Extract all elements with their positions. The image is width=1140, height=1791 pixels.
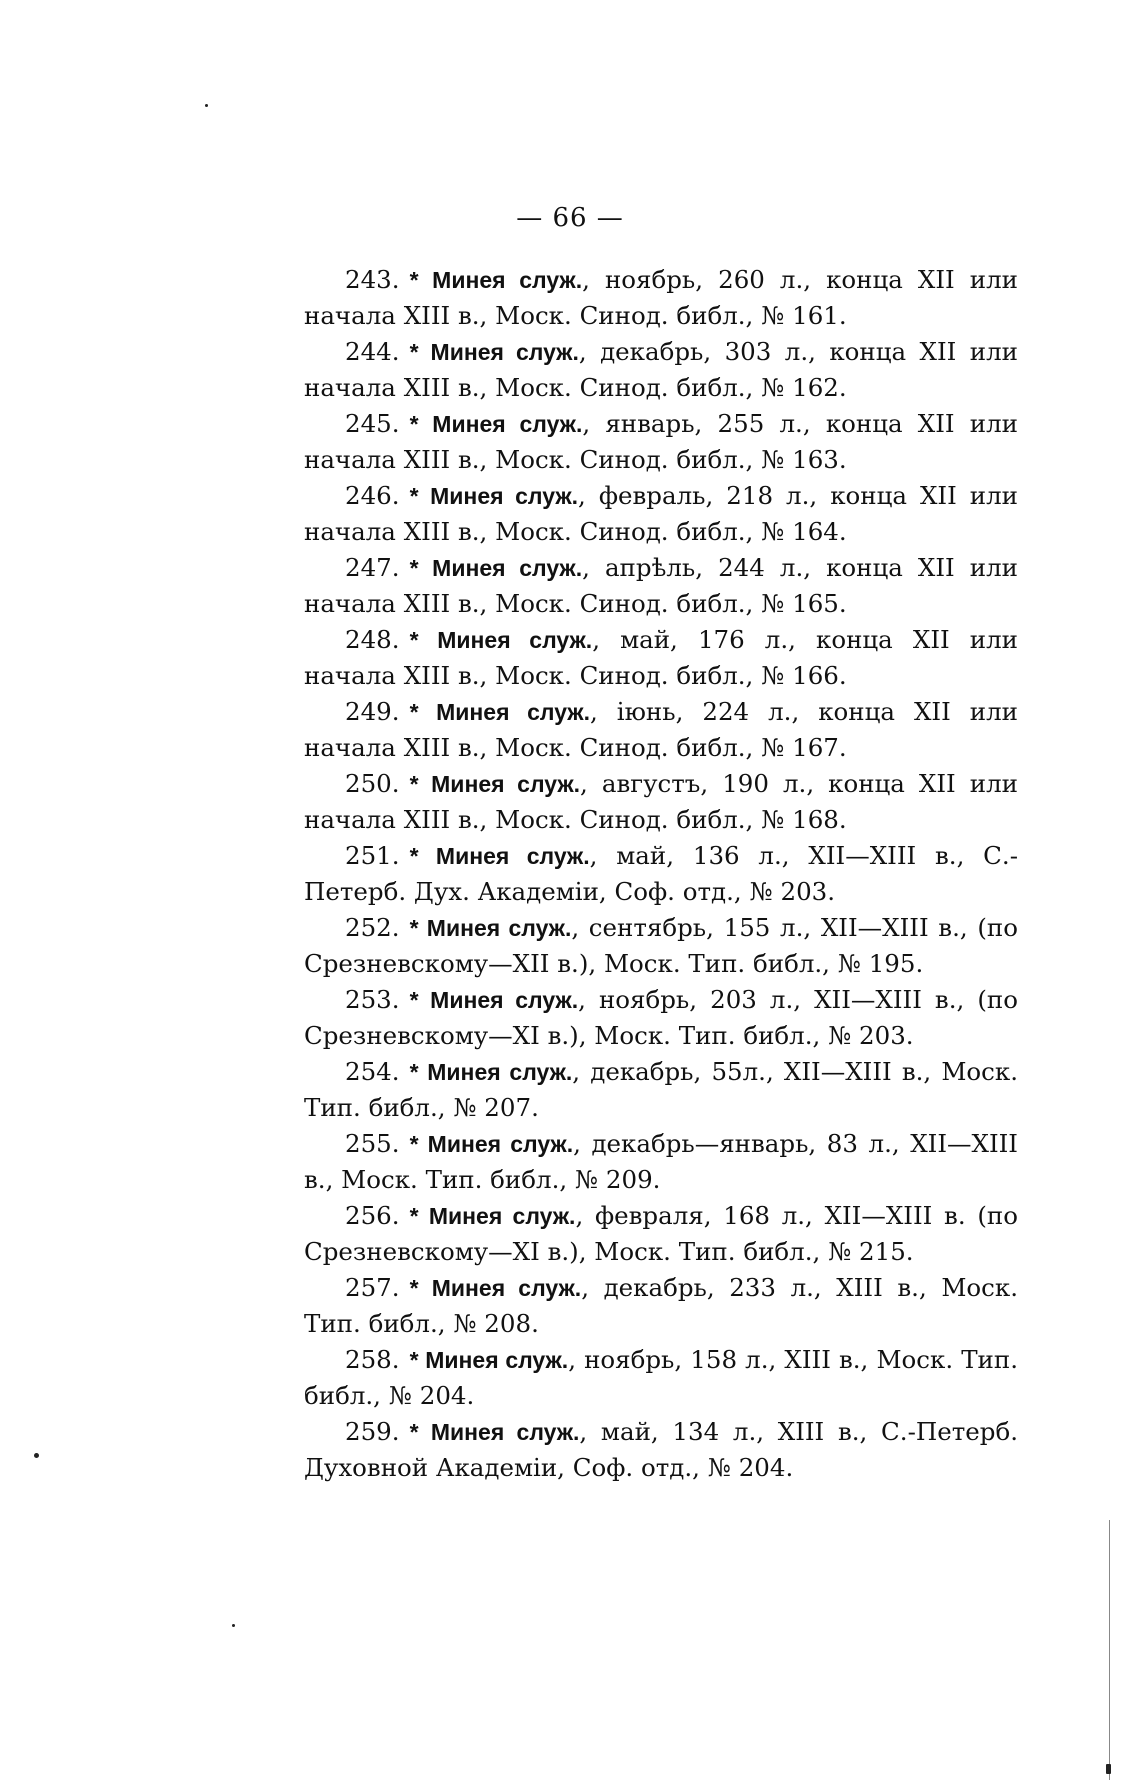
entry-description: , ноябрь, 260 л., конца XII или начала XIII в., Моск. Синод. библ., № 161. [304, 265, 1018, 330]
catalog-entry [304, 838, 1018, 910]
entry-title: * Минея служ. [409, 699, 590, 725]
catalog-entries [304, 262, 1018, 1486]
entry-description: , декабрь—январь, 83 л., XII—XIII в., Моск. Тип. библ., № 209. [304, 1129, 1018, 1194]
entry-number: 248. [345, 625, 400, 654]
entry-title: * Минея служ. [409, 1347, 569, 1373]
scan-speck [1106, 1764, 1111, 1774]
catalog-entry [304, 766, 1018, 838]
entry-number: 245. [345, 409, 400, 438]
entry-number: 254. [345, 1057, 400, 1086]
entry-description: , іюнь, 224 л., конца XII или начала XIII в., Моск. Синод. библ., № 167. [304, 697, 1018, 762]
catalog-entry [304, 1270, 1018, 1342]
entry-description: , декабрь, 233 л., XIII в., Моск. Тип. библ., № 208. [304, 1273, 1018, 1338]
page-number: — 66 — [516, 203, 624, 233]
entry-title: * Минея служ. [409, 483, 579, 509]
entry-title: * Минея служ. [409, 1419, 580, 1445]
entry-title: * Минея служ. [409, 555, 583, 581]
entry-title: * Минея служ. [409, 1275, 582, 1301]
catalog-entry [304, 406, 1018, 478]
catalog-entry [304, 1054, 1018, 1126]
entry-title: * Минея служ. [409, 1059, 573, 1085]
entry-title: * Минея служ. [409, 627, 593, 653]
entry-number: 257. [345, 1273, 400, 1302]
entry-title: * Минея служ. [409, 267, 583, 293]
entry-number: 258. [345, 1345, 400, 1374]
entry-number: 247. [345, 553, 400, 582]
catalog-entry [304, 478, 1018, 550]
entry-description: , декабрь, 55л., XII—XIII в., Моск. Тип. библ., № 207. [304, 1057, 1018, 1122]
entry-title: * Минея служ. [409, 915, 572, 941]
catalog-entry [304, 262, 1018, 334]
entry-title: * Минея служ. [409, 771, 581, 797]
entry-title: * Минея служ. [409, 1131, 574, 1157]
entry-number: 259. [345, 1417, 400, 1446]
catalog-entry [304, 334, 1018, 406]
entry-description: , январь, 255 л., конца XII или начала XIII в., Моск. Синод. библ., № 163. [304, 409, 1018, 474]
entry-number: 255. [345, 1129, 400, 1158]
entry-description: , февраля, 168 л., XII—XIII в. (по Срезневскому—XI в.), Моск. Тип. библ., № 215. [304, 1201, 1018, 1266]
catalog-entry [304, 1414, 1018, 1486]
entry-number: 243. [345, 265, 400, 294]
catalog-entry [304, 1342, 1018, 1414]
entry-number: 246. [345, 481, 400, 510]
catalog-entry [304, 1126, 1018, 1198]
entry-number: 244. [345, 337, 400, 366]
catalog-entry [304, 982, 1018, 1054]
entry-title: * Минея служ. [409, 987, 579, 1013]
entry-number: 256. [345, 1201, 400, 1230]
entry-description: , ноябрь, 203 л., XII—XIII в., (по Срезневскому—XI в.), Моск. Тип. библ., № 203. [304, 985, 1018, 1050]
catalog-entry [304, 694, 1018, 766]
entry-description: , декабрь, 303 л., конца XII или начала XIII в., Моск. Синод. библ., № 162. [304, 337, 1018, 402]
entry-description: , май, 136 л., XII—XIII в., С.-Петерб. Дух. Академіи, Соф. отд., № 203. [304, 841, 1018, 906]
catalog-entry [304, 622, 1018, 694]
entry-description: , августъ, 190 л., конца XII или начала XIII в., Моск. Синод. библ., № 168. [304, 769, 1018, 834]
scan-edge-line [1109, 1520, 1110, 1780]
entry-title: * Минея служ. [409, 411, 583, 437]
entry-number: 249. [345, 697, 400, 726]
entry-description: , сентябрь, 155 л., XII—XIII в., (по Срезневскому—XII в.), Моск. Тип. библ., № 195. [304, 913, 1018, 978]
entry-title: * Минея служ. [409, 843, 590, 869]
catalog-entry [304, 910, 1018, 982]
entry-description: , апрѣль, 244 л., конца XII или начала XIII в., Моск. Синод. библ., № 165. [304, 553, 1018, 618]
entry-description: , ноябрь, 158 л., XIII в., Моск. Тип. библ., № 204. [304, 1345, 1018, 1410]
catalog-entry [304, 1198, 1018, 1270]
entry-description: , февраль, 218 л., конца XII или начала XIII в., Моск. Синод. библ., № 164. [304, 481, 1018, 546]
entry-description: , май, 176 л., конца XII или начала XIII в., Моск. Синод. библ., № 166. [304, 625, 1018, 690]
catalog-entry [304, 550, 1018, 622]
entry-number: 251. [345, 841, 400, 870]
scan-speck [205, 104, 208, 107]
entry-title: * Минея служ. [409, 1203, 576, 1229]
entry-number: 253. [345, 985, 400, 1014]
entry-number: 252. [345, 913, 400, 942]
entry-description: , май, 134 л., XIII в., С.-Петерб. Духовной Академіи, Соф. отд., № 204. [304, 1417, 1018, 1482]
entry-number: 250. [345, 769, 400, 798]
entry-title: * Минея служ. [409, 339, 579, 365]
scan-speck [232, 1624, 235, 1627]
scan-speck [34, 1453, 39, 1458]
